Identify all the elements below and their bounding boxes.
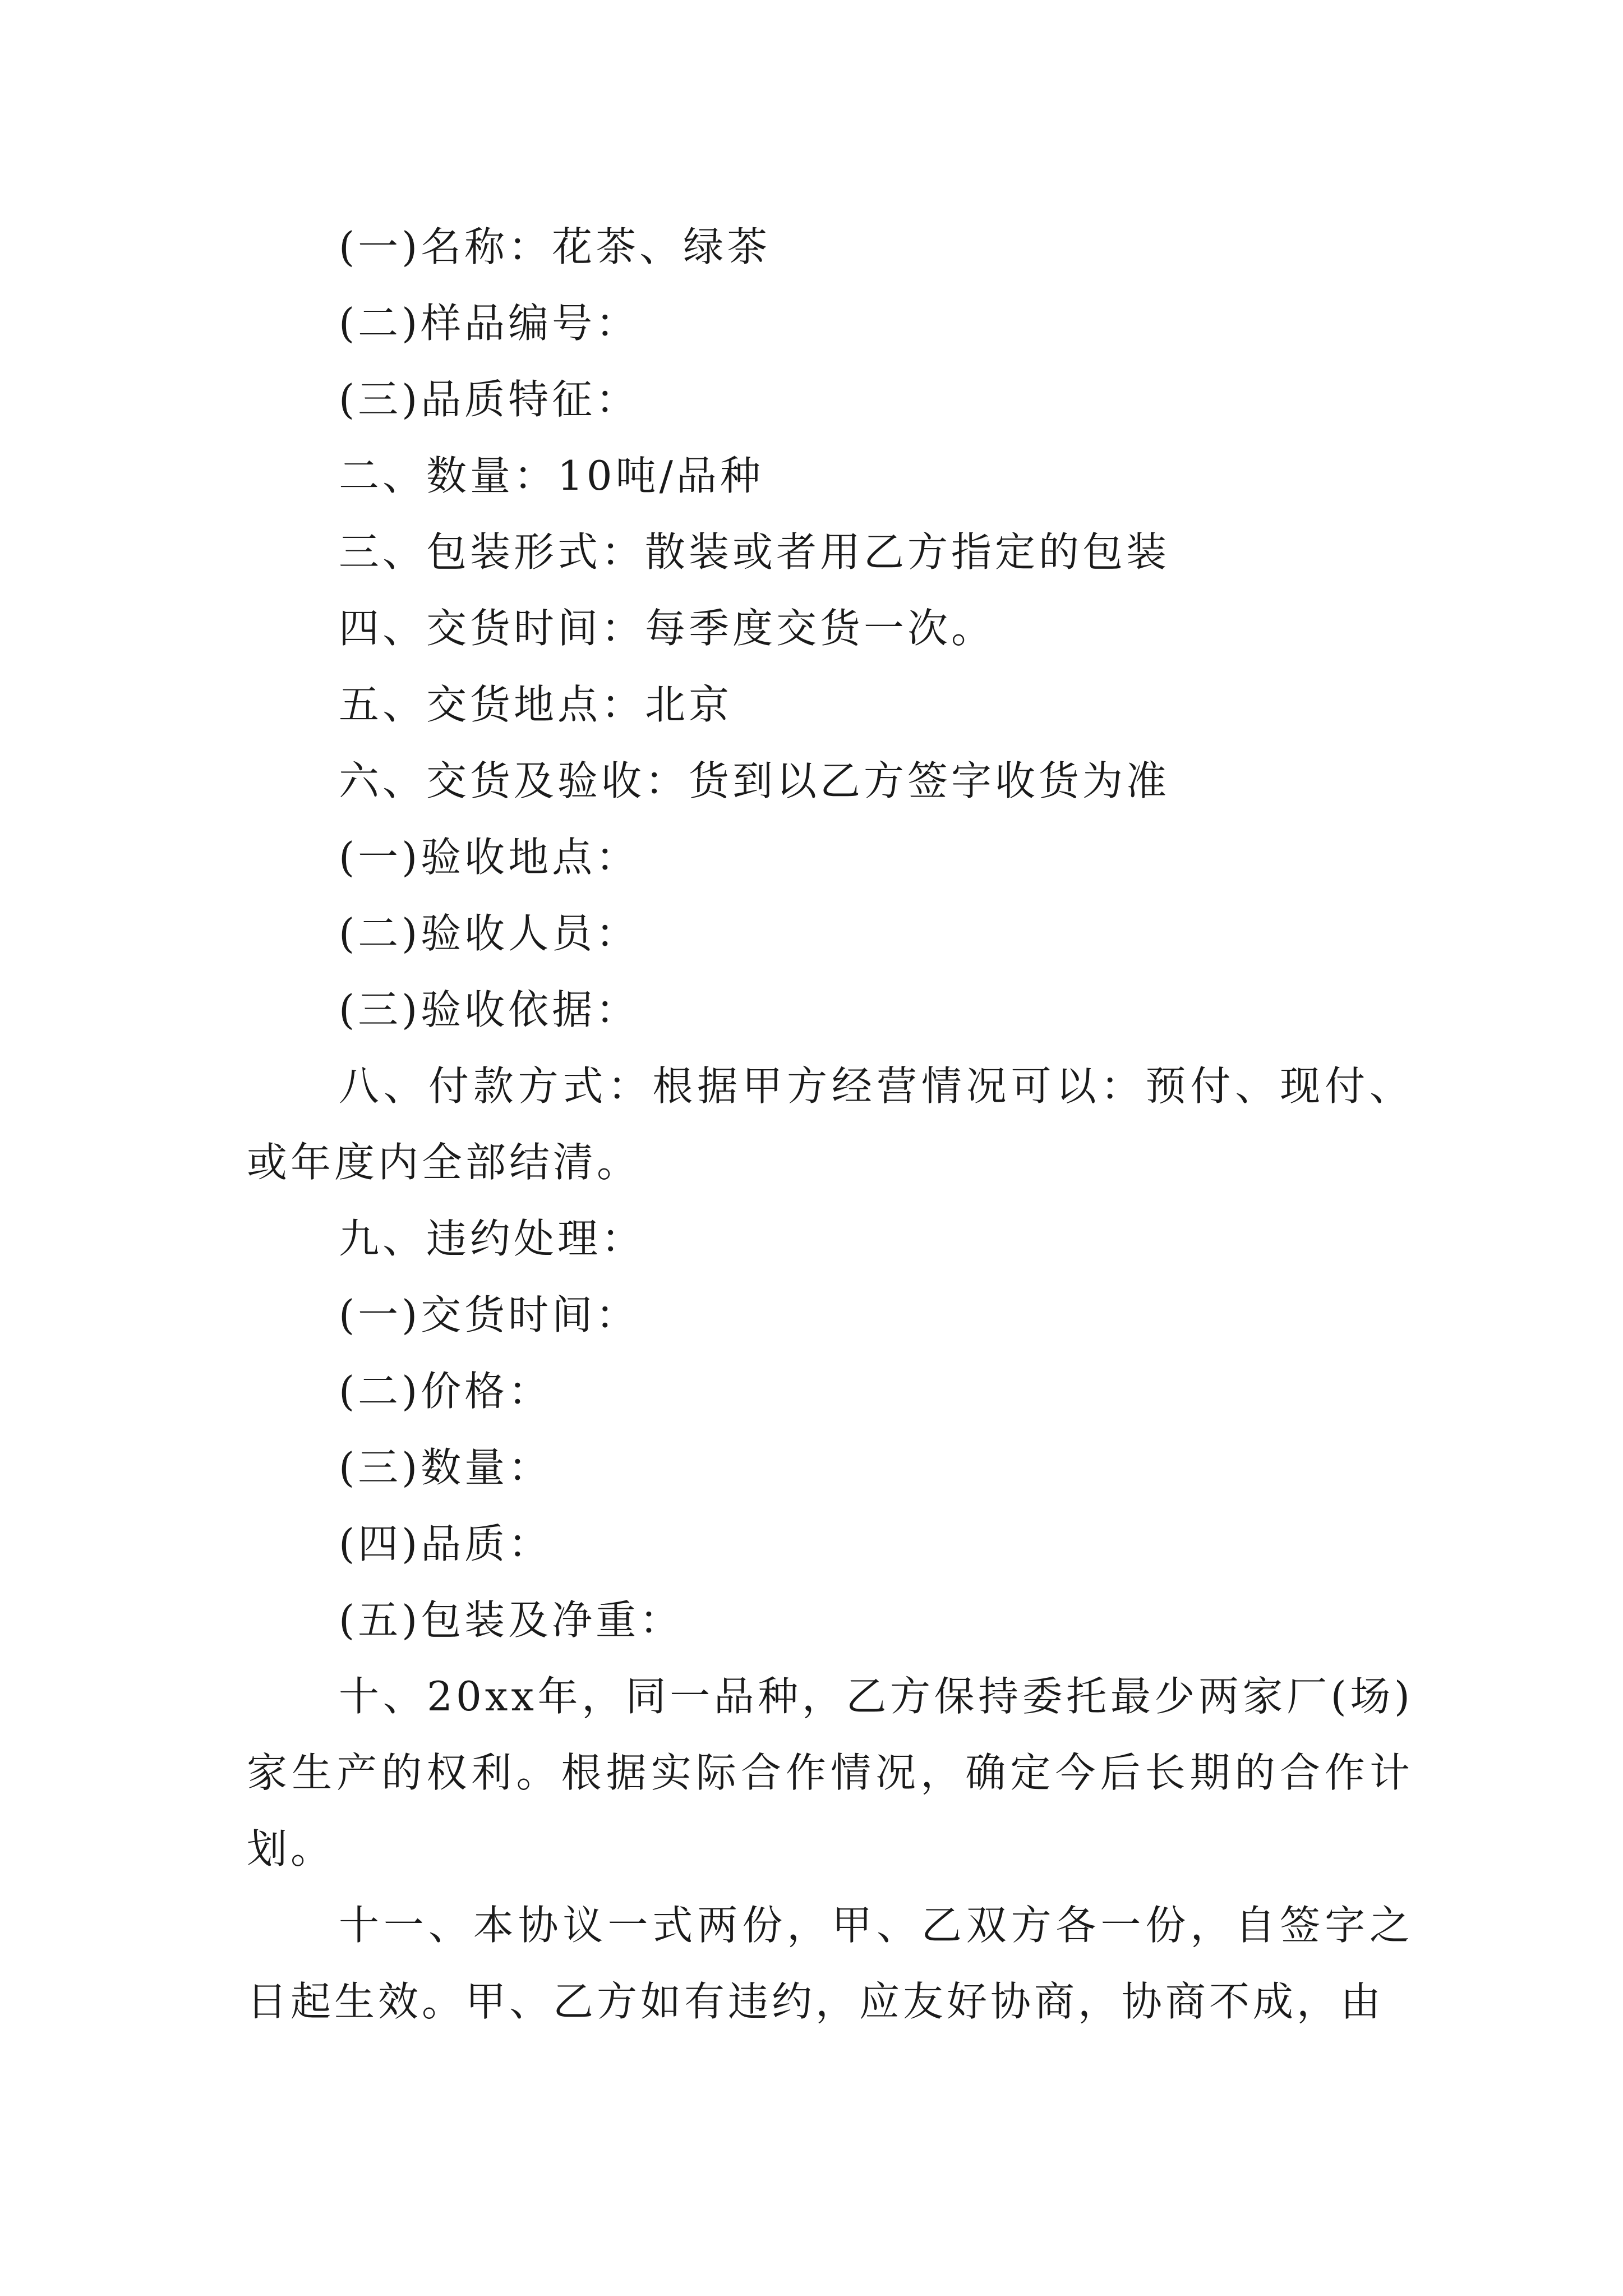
- item-breach-quantity: (三)数量：: [339, 1444, 552, 1491]
- item-breach-price: (二)价格：: [339, 1368, 552, 1415]
- clause-ten: 十、20xx年，同一品种，乙方保持委托最少两家厂(场)家生产的权利。根据实际合作情况，确定今后长期的合作计划。: [247, 1673, 1413, 1872]
- clause-acceptance: 六、交货及验收：货到以乙方签字收货为准: [339, 757, 1170, 804]
- clause-eleven: 十一、本协议一式两份，甲、乙双方各一份，自签字之日起生效。甲、乙方如有违约，应友好协商，协商不成，由: [247, 1902, 1413, 2025]
- document-body: [247, 209, 1413, 2040]
- item-quality: (三)品质特征：: [339, 376, 640, 423]
- clause-packaging: 三、包装形式：散装或者用乙方指定的包装: [339, 528, 1170, 576]
- clause-delivery-time: 四、交货时间：每季度交货一次。: [339, 605, 995, 652]
- item-breach-packaging: (五)包装及净重：: [339, 1596, 684, 1644]
- item-breach-quality: (四)品质：: [339, 1520, 552, 1567]
- item-breach-time: (一)交货时间：: [339, 1291, 640, 1338]
- clause-quantity: 二、数量：10吨/品种: [339, 452, 764, 499]
- clause-delivery-place: 五、交货地点：北京: [339, 681, 733, 728]
- clause-payment: 八、付款方式：根据甲方经营情况可以：预付、现付、或年度内全部结清。: [247, 1062, 1413, 1186]
- item-name: (一)名称：花茶、绿茶: [339, 223, 771, 270]
- clause-breach: 九、违约处理：: [339, 1215, 645, 1262]
- item-acceptance-staff: (二)验收人员：: [339, 910, 640, 957]
- item-acceptance-place: (一)验收地点：: [339, 834, 640, 881]
- item-sample-number: (二)样品编号：: [339, 300, 640, 347]
- item-acceptance-basis: (三)验收依据：: [339, 986, 640, 1033]
